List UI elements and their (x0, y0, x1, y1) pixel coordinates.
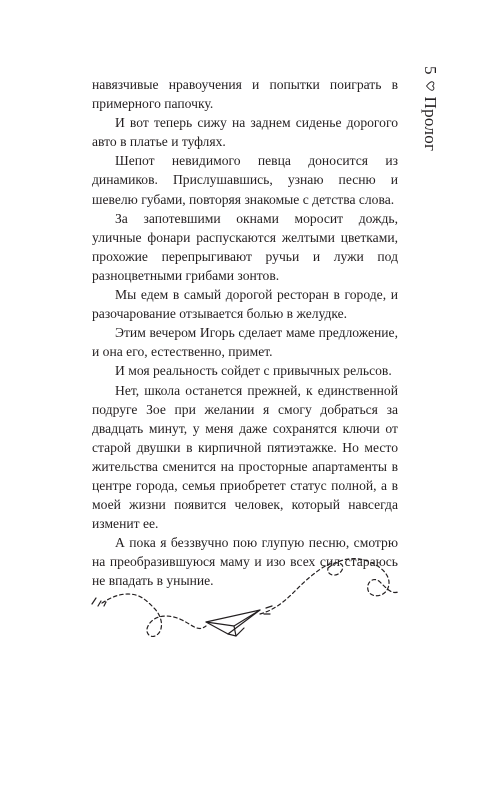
paragraph-3: Шепот невидимого певца доносится из динамиков. Прислушавшись, узнаю песню и шевелю губами, повторяя знакомые с детства слова. (92, 153, 398, 207)
paragraph-6: Этим вечером Игорь сделает маме предложение, и она его, естественно, примет. (92, 325, 398, 360)
chapter-title: Пролог (421, 96, 440, 152)
paragraph-1: навязчивые нравоучения и попытки поиграть в примерного папочку. (92, 77, 398, 112)
paragraph-8: Нет, школа останется прежней, к единственной подруге Зое при желании я смогу добраться за двадцать минут, у меня даже сохранятся ключи от старой двушки в кирпичной пятиэтажке. Но место жительства сменится на просторные апартаменты в центре города, семья приобретет статус полной, а в моей жизни появится человек, который навсегда изменит ее. (92, 382, 398, 532)
paragraph-7: И моя реальность сойдет с привычных рельсов. (115, 363, 392, 379)
running-head (416, 66, 444, 186)
paragraph-2: И вот теперь сижу на заднем сиденье дорогого авто в платье и туфлях. (92, 115, 398, 150)
paragraph-9: А пока я беззвучно пою глупую песню, смотрю на преобразившуюся маму и изо всех сил стараюсь не впадать в уныние. (92, 535, 398, 589)
page-number: 5 (421, 66, 440, 75)
body-text (92, 75, 398, 591)
paragraph-5: Мы едем в самый дорогой ресторан в городе, и разочарование отзывается болью в желудке. (92, 287, 398, 322)
paragraph-4: За запотевшими окнами моросит дождь, уличные фонари распускаются желтыми цветками, прохожие перепрыгивают ручьи и лужи под разноцветными грибами зонтов. (92, 210, 398, 283)
heart-outline-icon (425, 81, 435, 91)
paper-plane-doodle-icon (88, 548, 410, 658)
